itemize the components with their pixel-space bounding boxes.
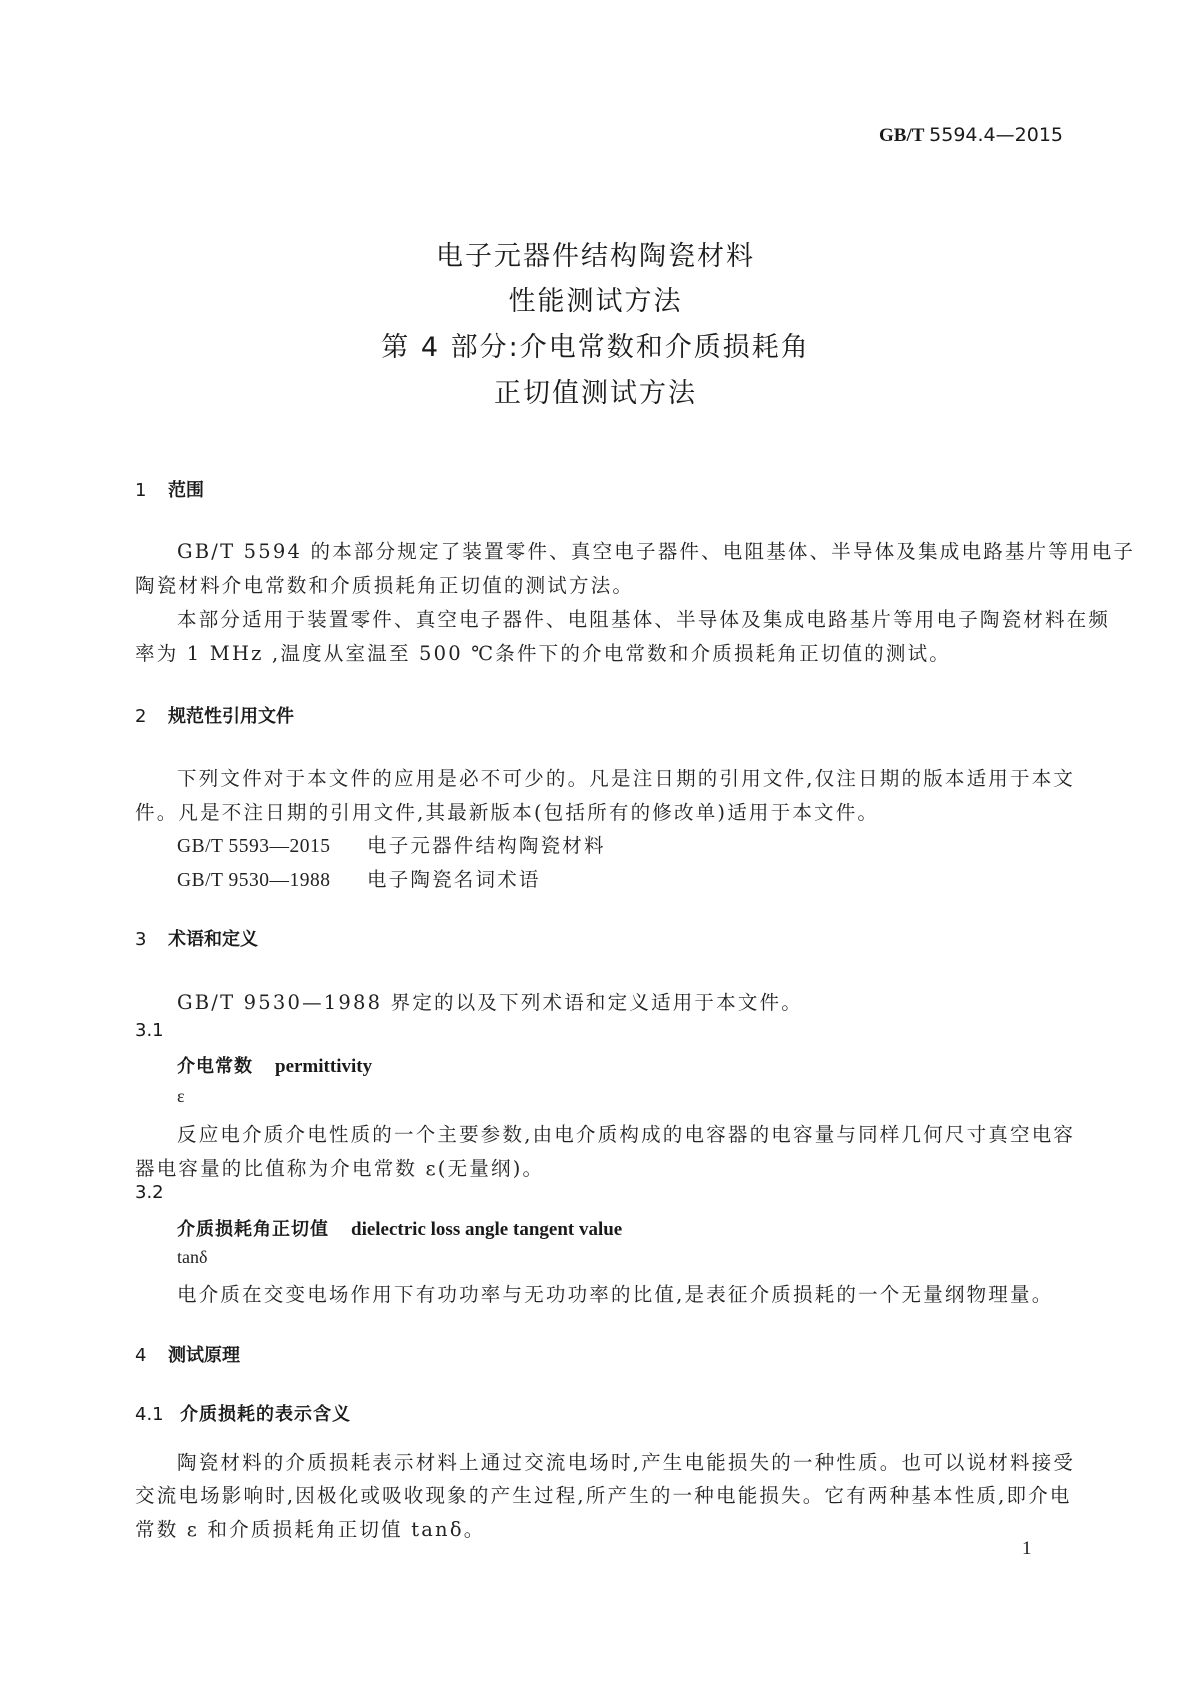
term-symbol: ε — [177, 1086, 185, 1106]
standard-code — [879, 124, 1063, 147]
section-1-heading — [135, 476, 204, 502]
term-en: dielectric loss angle tangent value — [351, 1219, 623, 1240]
reference-item — [177, 864, 541, 892]
title-line-4: 正切值测试方法 — [494, 378, 697, 409]
paragraph-line: 件。凡是不注日期的引用文件,其最新版本(包括所有的修改单)适用于本文件。 — [135, 801, 880, 824]
subsection-4-1-heading — [135, 1400, 351, 1426]
section-title: 术语和定义 — [168, 929, 258, 950]
term-number: 3.2 — [135, 1182, 164, 1203]
term-symbol: tanδ — [177, 1247, 208, 1267]
section-number: 3 — [135, 929, 147, 950]
paragraph-line: 交流电场影响时,因极化或吸收现象的产生过程,所产生的一种电能损失。它有两种基本性质,即介电 — [135, 1484, 1072, 1507]
page-number: 1 — [1022, 1538, 1032, 1559]
paragraph-line: 本部分适用于装置零件、真空电子器件、电阻基体、半导体及集成电路基片等用电子陶瓷材料在频 — [177, 608, 1111, 631]
paragraph-line: 电介质在交变电场作用下有功功率与无功功率的比值,是表征介质损耗的一个无量纲物理量。 — [177, 1283, 1054, 1306]
reference-item — [177, 830, 606, 858]
standard-prefix: GB/T — [879, 125, 925, 146]
term-heading — [177, 1215, 622, 1241]
paragraph-line: 陶瓷材料的介质损耗表示材料上通过交流电场时,产生电能损失的一种性质。也可以说材料接受 — [177, 1451, 1076, 1474]
term-en: permittivity — [275, 1056, 373, 1077]
subsection-title: 介质损耗的表示含义 — [180, 1404, 351, 1425]
title-line-3: 第 4 部分:介电常数和介质损耗角 — [381, 332, 810, 363]
reference-title: 电子元器件结构陶瓷材料 — [367, 834, 606, 857]
paragraph-line: GB/T 9530—1988 界定的以及下列术语和定义适用于本文件。 — [177, 991, 803, 1014]
title-line-1: 电子元器件结构陶瓷材料 — [436, 241, 755, 272]
section-number: 1 — [135, 480, 147, 501]
subsection-number: 4.1 — [135, 1404, 164, 1425]
title-line-2: 性能测试方法 — [508, 286, 683, 317]
paragraph-line: 下列文件对于本文件的应用是必不可少的。凡是注日期的引用文件,仅注日期的版本适用于本文 — [177, 767, 1076, 790]
section-2-heading — [135, 702, 294, 728]
section-number: 4 — [135, 1345, 147, 1366]
section-4-heading — [135, 1341, 240, 1367]
paragraph-line: GB/T 5594 的本部分规定了装置零件、真空电子器件、电阻基体、半导体及集成电路基片等用电子 — [177, 540, 1136, 563]
paragraph-line: 陶瓷材料介电常数和介质损耗角正切值的测试方法。 — [135, 574, 635, 597]
reference-code: GB/T 5593—2015 — [177, 836, 331, 857]
section-title: 规范性引用文件 — [168, 706, 294, 727]
section-title: 范围 — [168, 480, 204, 501]
paragraph-line: 率为 1 MHz ,温度从室温至 500 ℃条件下的介电常数和介质损耗角正切值的测试。 — [135, 642, 951, 665]
section-3-heading — [135, 925, 258, 951]
term-zh: 介质损耗角正切值 — [177, 1219, 329, 1240]
term-number: 3.1 — [135, 1020, 164, 1041]
standard-number: 5594.4—2015 — [929, 124, 1063, 146]
paragraph-line: 器电容量的比值称为介电常数 ε(无量纲)。 — [135, 1157, 545, 1180]
term-zh: 介电常数 — [177, 1056, 253, 1077]
section-title: 测试原理 — [168, 1345, 240, 1366]
paragraph-line: 反应电介质介电性质的一个主要参数,由电介质构成的电容器的电容量与同样几何尺寸真空电容 — [177, 1123, 1076, 1146]
paragraph-line: 常数 ε 和介质损耗角正切值 tanδ。 — [135, 1518, 486, 1541]
reference-title: 电子陶瓷名词术语 — [367, 868, 541, 891]
section-number: 2 — [135, 706, 147, 727]
reference-code: GB/T 9530—1988 — [177, 870, 331, 891]
term-heading — [177, 1052, 372, 1078]
